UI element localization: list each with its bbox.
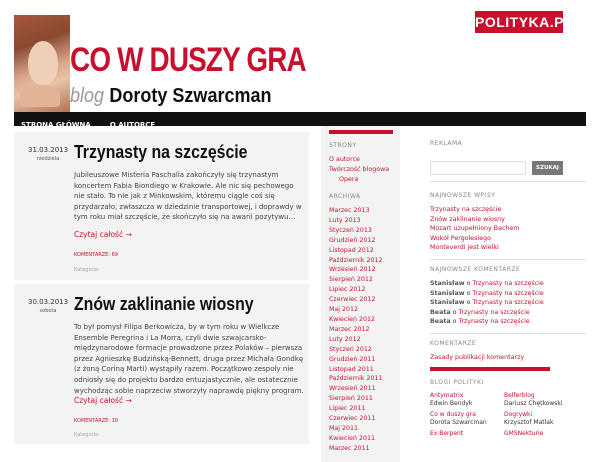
archive-month-link[interactable]: Maj 2012 — [329, 306, 359, 314]
pages-heading: STRONY — [329, 142, 357, 149]
comment-on-word: o — [466, 289, 471, 297]
recent-post-link[interactable]: Trzynasty na szczęście — [430, 206, 502, 213]
blog-author: Krzysztof Matlak — [504, 418, 554, 426]
archive-month-link[interactable]: Marzec 2013 — [329, 207, 370, 214]
comment-author: Stanisław — [430, 279, 465, 287]
comment-on-word: o — [466, 279, 471, 287]
post-date — [28, 146, 68, 162]
right-sidebar — [430, 126, 586, 462]
blog-entry — [430, 392, 504, 408]
posts-column — [14, 126, 309, 462]
recent-comment — [430, 289, 586, 299]
archive-month-link[interactable]: Maj 2011 — [329, 424, 359, 432]
recent-comment — [430, 298, 586, 308]
blog-author: Doroty Szwarcman — [109, 85, 272, 107]
comment-author: Stanisław — [430, 299, 465, 307]
post-categories: Kategorie: — [74, 432, 100, 438]
recent-post-link[interactable]: Znów zaklinanie wiosny — [430, 215, 505, 223]
comment-post-link[interactable]: Trzynasty na szczęście — [458, 308, 530, 316]
main-nav — [14, 112, 586, 129]
comment-on-word: o — [452, 308, 457, 316]
comment-post-link[interactable]: Trzynasty na szczęście — [472, 289, 544, 297]
search-input[interactable] — [430, 161, 526, 175]
archive-month-link[interactable]: Sierpień 2011 — [329, 395, 373, 403]
archive-month-link[interactable]: Marzec 2012 — [329, 325, 370, 333]
comment-author: Stanisław — [430, 289, 465, 297]
recent-comment — [430, 308, 586, 318]
comment-author: Beata — [430, 308, 451, 316]
blog-header — [14, 15, 586, 112]
archive-month-link[interactable]: Kwiecień 2012 — [329, 315, 376, 323]
page-link[interactable]: O autorce — [329, 156, 360, 163]
portrait-hand — [20, 85, 60, 107]
blog-name-link[interactable]: GMSNekturie — [504, 429, 544, 437]
post-entry — [14, 132, 309, 280]
page-link[interactable]: Twórczość blogowa — [329, 166, 390, 173]
post-title[interactable]: Trzynasty na szczęście — [74, 142, 248, 162]
recent-post-link[interactable]: Mozart uzupełniony Bachem — [430, 225, 520, 233]
post-weekday: sobota — [39, 308, 57, 314]
comments-link[interactable]: KOMENTARZE: 69 — [74, 252, 118, 258]
author-portrait — [14, 15, 70, 112]
polityka-logo[interactable]: POLITYKA.PL — [475, 11, 563, 33]
archive-month-link[interactable]: Kwiecień 2011 — [329, 434, 376, 442]
comments-info-heading: KOMENTARZE — [430, 339, 477, 347]
recent-comments-heading: NAJNOWSZE KOMENTARZE — [430, 265, 521, 273]
portrait-face — [28, 41, 58, 85]
post-entry — [14, 284, 309, 444]
recent-post-link[interactable]: Wokół Pergolesiego — [430, 234, 491, 242]
archive-month-link[interactable]: Czerwiec 2011 — [329, 415, 376, 423]
blog-name-link[interactable]: Co w duszy gra — [430, 410, 476, 418]
blog-name-link[interactable]: Antymatrix — [430, 391, 464, 399]
nav-item-about[interactable]: O AUTORCE — [109, 121, 156, 129]
recent-comment — [430, 279, 586, 289]
blog-subtitle — [70, 85, 271, 108]
blog-word: blog — [70, 85, 105, 107]
divider — [430, 259, 586, 260]
archive-month-link[interactable]: Lipiec 2011 — [329, 405, 366, 413]
recent-heading: NAJNOWSZE WPISY — [430, 192, 496, 199]
archive-month-link[interactable]: Styczeń 2013 — [329, 226, 372, 234]
archive-month-link[interactable]: Sierpień 2012 — [329, 276, 373, 284]
post-date — [28, 298, 68, 314]
archive-month-link[interactable]: Luty 2013 — [329, 216, 361, 224]
archive-month-link[interactable]: Listopad 2012 — [329, 246, 374, 254]
blog-entry — [430, 430, 504, 438]
blog-name-link[interactable]: Belferblog — [504, 391, 535, 399]
page-link[interactable]: Opera — [339, 176, 359, 183]
archive-month-link[interactable]: Wrzesień 2011 — [329, 385, 376, 393]
blog-entry — [504, 392, 578, 408]
blog-entry — [504, 430, 578, 438]
blog-name-link[interactable]: Ex Berpent — [430, 429, 464, 437]
comment-on-word: o — [466, 299, 471, 307]
read-more-link[interactable]: Czytaj całość → — [74, 396, 132, 405]
blogs-heading: BLOGI POLITYKI — [430, 378, 484, 386]
archive-month-link[interactable]: Październik 2011 — [329, 375, 383, 383]
pages-archive-sidebar — [321, 126, 400, 462]
archive-month-link[interactable]: Grudzień 2012 — [329, 236, 376, 244]
ads-heading: REKLAMA — [430, 140, 463, 147]
blog-name-link[interactable]: Dogrywki — [504, 410, 533, 418]
search-button[interactable]: SZUKAJ — [532, 161, 563, 175]
archive-list — [321, 193, 400, 454]
archive-month-link[interactable]: Listopad 2011 — [329, 365, 374, 373]
blog-author: Dorota Szwarcman — [430, 418, 487, 426]
archive-month-link[interactable]: Październik 2012 — [329, 256, 383, 264]
blog-entry — [430, 411, 504, 427]
blog-entry — [504, 411, 578, 427]
divider — [430, 333, 586, 334]
section-rule — [430, 367, 550, 371]
post-excerpt: Jubileuszowe Misteria Paschalia zakończyły się trzynastym koncertem Fabia Biondiego w Krakowie. Ale nic się pechowego nie stało. To nie jak z Minkowskim, któremu ciągle coś się przydarzało, zwłaszcza w dziedzinie transportowej, i doprawdy w tym roku miał szczęście, że skończyło się na awarii pozytywu… — [74, 171, 302, 222]
post-date-text: 31.03.2013 — [28, 146, 69, 154]
nav-item-home[interactable]: STRONA GŁÓWNA — [21, 121, 91, 129]
blogs-list — [430, 392, 586, 438]
blog-title[interactable]: CO W DUSZY GRA — [70, 41, 306, 79]
archive-month-link[interactable]: Lipiec 2012 — [329, 286, 366, 294]
archive-month-link[interactable]: Styczeń 2012 — [329, 345, 372, 353]
comment-post-link[interactable]: Trzynasty na szczęście — [472, 299, 544, 307]
archive-month-link[interactable]: Marzec 2011 — [329, 444, 370, 452]
post-title[interactable]: Znów zaklinanie wiosny — [74, 294, 254, 314]
archive-month-link[interactable]: Czerwiec 2012 — [329, 296, 376, 304]
post-excerpt: To był pomysł Filipa Berkowicza, by w tym roku w Wielkcze Ensemble Peregrina i La Morra, czyli dwie szwajcarsko-międzynarodowe formacje prowadzone przez Polaków – pierwsza przez Agnieszkę Budzińską-Bennett, druga przez Michała Gondkę (z żoną Coriną Marti) wystąpiły razem. Początkowo zespoły nie odniosły się do projektu bardzo entuzjastycznie, ale ostatecznie wychodząc sobie naprzeciw stworzyły naprawdę piękny program. — [74, 323, 304, 395]
archive-heading: ARCHIWA — [329, 193, 361, 200]
search-form — [430, 161, 586, 175]
divider — [430, 181, 586, 182]
post-weekday: niedziela — [36, 156, 60, 162]
archive-month-link[interactable]: Grudzień 2011 — [329, 355, 376, 363]
section-rule — [329, 130, 393, 134]
blog-author: Edwin Bendyk — [430, 399, 473, 407]
recent-post-link[interactable]: Monteverdi jest wielki — [430, 244, 499, 252]
comment-post-link[interactable]: Trzynasty na szczęście — [458, 318, 530, 326]
archive-month-link[interactable]: Luty 2012 — [329, 335, 361, 343]
archive-month-link[interactable]: Wrzesień 2012 — [329, 266, 376, 274]
recent-comment — [430, 317, 586, 327]
post-categories: Kategorie: — [74, 267, 100, 273]
comment-on-word: o — [452, 318, 457, 326]
comments-link[interactable]: KOMENTARZE: 10 — [74, 418, 118, 424]
comment-post-link[interactable]: Trzynasty na szczęście — [472, 279, 544, 287]
post-date-text: 30.03.2013 — [28, 298, 69, 306]
read-more-link[interactable]: Czytaj całość → — [74, 230, 132, 239]
comment-rules-link[interactable]: Zasady publikacji komentarzy — [430, 353, 525, 361]
blog-author: Dariusz Chętkowski — [504, 399, 563, 407]
comment-author: Beata — [430, 318, 451, 326]
